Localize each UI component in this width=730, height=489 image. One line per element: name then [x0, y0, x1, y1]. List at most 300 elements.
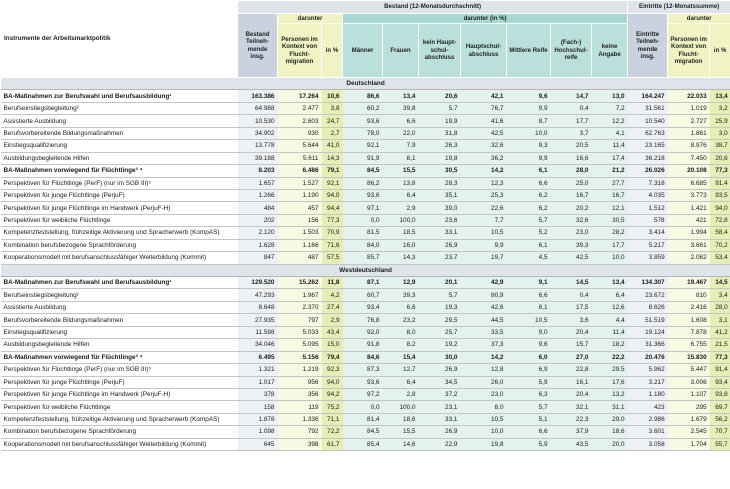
table-row — [1, 289, 730, 301]
table-cell: 13,4 — [710, 90, 730, 102]
table-cell: 81,4 — [343, 413, 383, 425]
table-cell: 2,7 — [322, 127, 343, 139]
table-cell: 11,4 — [592, 326, 628, 338]
table-cell: 8.626 — [628, 301, 668, 313]
table-cell: 79,1 — [322, 165, 343, 177]
header-in-pct-eintritte: in % — [710, 24, 730, 78]
table-cell: 2.727 — [668, 115, 710, 127]
table-cell: 3,4 — [710, 289, 730, 301]
table-cell: 28,2 — [592, 227, 628, 239]
table-cell: 23.672 — [628, 289, 668, 301]
table-cell: 645 — [238, 438, 278, 450]
table-cell: 6,6 — [507, 289, 551, 301]
row-label: Kompetenzfeststellung, frühzeitige Aktivierung und Spracherwerb (KompAS) — [1, 413, 238, 425]
row-label: Einstiegsqualifizierung — [1, 140, 238, 152]
table-cell: 6.685 — [668, 177, 710, 189]
table-row — [1, 90, 730, 102]
table-cell: 421 — [668, 214, 710, 226]
table-row — [1, 202, 730, 214]
table-cell: 27.935 — [238, 314, 278, 326]
table-cell: 34.902 — [238, 127, 278, 139]
table-cell: 97,1 — [343, 202, 383, 214]
table-row — [1, 339, 730, 351]
table-cell: 100,0 — [383, 214, 419, 226]
table-cell: 3.006 — [668, 376, 710, 388]
row-label: Berufsvorbereitende Bildungsmaßnahmen — [1, 314, 238, 326]
table-cell: 6,1 — [507, 239, 551, 251]
table-cell: 11.598 — [238, 326, 278, 338]
table-cell: 6,2 — [507, 189, 551, 201]
table-cell: 22,2 — [592, 351, 628, 363]
table-cell: 44,5 — [461, 314, 507, 326]
table-cell: 39.188 — [238, 152, 278, 164]
table-cell: 5.962 — [628, 364, 668, 376]
table-cell: 91,4 — [710, 177, 730, 189]
table-cell: 10.530 — [238, 115, 278, 127]
table-cell: 6,3 — [507, 388, 551, 400]
table-cell: 91,4 — [710, 364, 730, 376]
table-cell: 7.450 — [668, 152, 710, 164]
table-row — [1, 252, 730, 264]
table-row — [1, 115, 730, 127]
table-cell: 25,3 — [461, 189, 507, 201]
row-label: Berufsvorbereitende Bildungsmaßnahmen — [1, 127, 238, 139]
table-cell: 42,9 — [461, 277, 507, 289]
table-cell: 27,0 — [551, 351, 592, 363]
table-cell: 29,5 — [419, 314, 461, 326]
table-cell: 84,6 — [343, 351, 383, 363]
table-cell: 1.180 — [628, 388, 668, 400]
table-cell: 8,0 — [461, 401, 507, 413]
table-cell: 19,7 — [461, 252, 507, 264]
table-cell: 38,7 — [710, 140, 730, 152]
table-cell: 6,6 — [383, 115, 419, 127]
table-cell: 1.657 — [238, 177, 278, 189]
table-cell: 5.217 — [628, 239, 668, 251]
table-cell: 12,2 — [592, 115, 628, 127]
table-cell: 3,2 — [710, 102, 730, 114]
table-cell: 92,3 — [322, 364, 343, 376]
table-cell: 14,2 — [461, 165, 507, 177]
table-cell: 70,7 — [710, 426, 730, 438]
table-cell: 2,8 — [383, 388, 419, 400]
table-cell: 5,7 — [507, 401, 551, 413]
table-cell: 3.773 — [668, 189, 710, 201]
table-cell: 10.540 — [628, 115, 668, 127]
table-cell: 42,5 — [461, 127, 507, 139]
row-label: BA-Maßnahmen vorwiegend für Flüchtlinge³ ⁴ — [1, 165, 238, 177]
header-darunter-bestand: darunter — [278, 14, 343, 24]
table-cell: 25,9 — [710, 115, 730, 127]
table-row — [1, 165, 730, 177]
table-cell: 5,2 — [507, 227, 551, 239]
table-cell: 1.219 — [278, 364, 322, 376]
table-cell: 69,7 — [710, 401, 730, 413]
table-cell: 5.447 — [668, 364, 710, 376]
header-personen-flucht: Personen im Kontext von Fluchtmigration — [278, 24, 322, 78]
table-cell: 14,6 — [383, 438, 419, 450]
table-cell: 7.318 — [628, 177, 668, 189]
table-cell: 22,8 — [551, 364, 592, 376]
table-cell: 42,1 — [461, 90, 507, 102]
table-cell: 12,9 — [383, 277, 419, 289]
table-cell: 5.033 — [278, 326, 322, 338]
row-label: Perspektiven für Flüchtlinge (PerF) (nur im SGB III)⁵ — [1, 177, 238, 189]
table-cell: 6,4 — [383, 376, 419, 388]
table-cell: 79,4 — [322, 351, 343, 363]
table-row — [1, 152, 730, 164]
table-cell: 3.661 — [668, 239, 710, 251]
table-cell: 11,8 — [322, 277, 343, 289]
table-cell: 2.986 — [628, 413, 668, 425]
table-cell: 97,2 — [343, 388, 383, 400]
table-cell: 72,8 — [710, 214, 730, 226]
table-cell: 847 — [238, 252, 278, 264]
header-in-pct: in % — [322, 24, 343, 78]
table-cell: 34.046 — [238, 339, 278, 351]
table-cell: 36.218 — [628, 152, 668, 164]
table-cell: 93,4 — [343, 301, 383, 313]
table-cell: 37,9 — [551, 426, 592, 438]
table-cell: 20,4 — [551, 388, 592, 400]
table-cell: 39,3 — [383, 289, 419, 301]
table-cell: 578 — [628, 214, 668, 226]
table-cell: 6,4 — [592, 289, 628, 301]
table-cell: 31.366 — [628, 339, 668, 351]
table-cell: 3.217 — [628, 376, 668, 388]
row-label: Einstiegsqualifizierung — [1, 326, 238, 338]
table-cell: 87,3 — [343, 364, 383, 376]
table-cell: 5.156 — [278, 351, 322, 363]
table-cell: 164.247 — [628, 90, 668, 102]
table-cell: 91,8 — [343, 339, 383, 351]
table-cell: 8,1 — [507, 301, 551, 313]
row-label: Perspektiven für junge Flüchtlinge (PerjuF) — [1, 189, 238, 201]
table-cell: 35,1 — [419, 189, 461, 201]
table-cell: 6,6 — [507, 177, 551, 189]
table-cell: 22.033 — [668, 90, 710, 102]
table-cell: 3.859 — [628, 252, 668, 264]
table-row — [1, 239, 730, 251]
section-header — [1, 264, 730, 276]
table-cell: 797 — [278, 314, 322, 326]
table-cell: 2.062 — [668, 252, 710, 264]
table-cell: 6,6 — [383, 301, 419, 313]
table-cell: 94,4 — [322, 202, 343, 214]
table-cell: 0,4 — [551, 289, 592, 301]
header-keine-angabe: keine Angabe — [592, 24, 628, 78]
table-cell: 7,2 — [592, 102, 628, 114]
table-cell: 6,1 — [507, 165, 551, 177]
table-cell: 15,5 — [383, 165, 419, 177]
table-cell: 15.262 — [278, 277, 322, 289]
table-cell: 58,4 — [710, 227, 730, 239]
table-cell: 6.755 — [668, 339, 710, 351]
table-cell: 20.108 — [668, 165, 710, 177]
table-body — [1, 78, 730, 451]
header-personen-flucht-eintritte: Personen im Kontext von Fluchtmigration — [668, 24, 710, 78]
table-cell: 457 — [278, 202, 322, 214]
table-cell: 1.608 — [668, 314, 710, 326]
table-cell: 53,4 — [710, 252, 730, 264]
table-cell: 93,6 — [343, 115, 383, 127]
table-cell: 31,1 — [592, 401, 628, 413]
table-cell: 17.264 — [278, 90, 322, 102]
table-cell: 22,6 — [461, 202, 507, 214]
table-cell: 6,0 — [507, 351, 551, 363]
table-cell: 0,4 — [551, 102, 592, 114]
row-label: BA-Maßnahmen zur Berufswahl und Berufsausbildung¹ — [1, 277, 238, 289]
table-cell: 20,0 — [592, 438, 628, 450]
table-cell: 62.763 — [628, 127, 668, 139]
section-title: Deutschland — [1, 78, 730, 90]
header-frauen: Frauen — [383, 24, 419, 78]
table-cell: 25,0 — [551, 177, 592, 189]
row-label: BA-Maßnahmen vorwiegend für Flüchtlinge³ ⁴ — [1, 351, 238, 363]
header-hauptschul: Hauptschulabschluss — [461, 24, 507, 78]
table-cell: 3.058 — [628, 438, 668, 450]
table-row — [1, 277, 730, 289]
table-cell: 119 — [278, 401, 322, 413]
row-label: Perspektiven für weibliche Flüchtlinge — [1, 214, 238, 226]
table-cell: 356 — [278, 388, 322, 400]
table-cell: 6,6 — [507, 426, 551, 438]
table-cell: 78,0 — [343, 127, 383, 139]
table-cell: 15,5 — [383, 426, 419, 438]
table-cell: 23,7 — [419, 252, 461, 264]
row-label: Kombination berufsbezogene Sprachförderung — [1, 239, 238, 251]
row-label: Kooperationsmodell mit berufsanschlussfähiger Weiterbildung (Kommit) — [1, 252, 238, 264]
table-cell: 23.165 — [628, 140, 668, 152]
table-row — [1, 376, 730, 388]
table-cell: 33,1 — [419, 227, 461, 239]
table-cell: 71,1 — [322, 413, 343, 425]
table-cell: 26,3 — [419, 140, 461, 152]
table-cell: 22,0 — [383, 127, 419, 139]
table-cell: 23,1 — [419, 401, 461, 413]
table-cell: 0,0 — [343, 401, 383, 413]
table-cell: 17,6 — [592, 376, 628, 388]
table-cell: 487 — [278, 252, 322, 264]
table-cell: 19,2 — [419, 339, 461, 351]
table-cell: 9,9 — [461, 239, 507, 251]
table-cell: 19,3 — [419, 301, 461, 313]
row-label: Assistierte Ausbildung — [1, 115, 238, 127]
row-label: Ausbildungsbegleitende Hilfen — [1, 339, 238, 351]
table-cell: 2,9 — [322, 314, 343, 326]
table-cell: 55,7 — [710, 438, 730, 450]
table-cell: 5.611 — [278, 152, 322, 164]
table-row — [1, 227, 730, 239]
row-label: Berufseinstiegsbegleitung² — [1, 102, 238, 114]
header-darunter-eintritte: darunter — [668, 14, 730, 24]
table-cell: 1.861 — [668, 127, 710, 139]
table-cell: 1.107 — [668, 388, 710, 400]
table-cell: 5.095 — [278, 339, 322, 351]
table-cell: 3,6 — [551, 314, 592, 326]
table-cell: 12,1 — [592, 202, 628, 214]
table-cell: 202 — [238, 214, 278, 226]
table-cell: 19,8 — [419, 152, 461, 164]
table-cell: 92,1 — [322, 177, 343, 189]
table-cell: 100,0 — [383, 401, 419, 413]
table-cell: 1.527 — [278, 177, 322, 189]
table-row — [1, 102, 730, 114]
table-cell: 86,6 — [343, 90, 383, 102]
table-cell: 12,8 — [461, 364, 507, 376]
table-row — [1, 301, 730, 313]
row-label: Kompetenzfeststellung, frühzeitige Aktivierung und Spracherwerb (KompAS) — [1, 227, 238, 239]
table-cell: 930 — [278, 127, 322, 139]
table-cell: 32,1 — [551, 401, 592, 413]
row-label: Perspektiven für weibliche Flüchtlinge — [1, 401, 238, 413]
table-cell: 156 — [278, 214, 322, 226]
table-cell: 398 — [278, 438, 322, 450]
header-maenner: Männer — [343, 24, 383, 78]
row-label: Berufseinstiegsbegleitung² — [1, 289, 238, 301]
table-cell: 70,9 — [322, 227, 343, 239]
section-title: Westdeutschland — [1, 264, 730, 276]
table-cell: 20,6 — [710, 152, 730, 164]
table-cell: 94,2 — [322, 388, 343, 400]
table-cell: 1.098 — [238, 426, 278, 438]
table-cell: 8.648 — [238, 301, 278, 313]
table-cell: 9,9 — [507, 152, 551, 164]
table-cell: 10,5 — [461, 227, 507, 239]
table-cell: 42,6 — [461, 301, 507, 313]
table-row — [1, 314, 730, 326]
table-cell: 81,5 — [343, 227, 383, 239]
table-cell: 3.601 — [628, 426, 668, 438]
table-cell: 31,8 — [419, 127, 461, 139]
table-row — [1, 401, 730, 413]
table-cell: 85,4 — [343, 438, 383, 450]
table-cell: 11,4 — [592, 140, 628, 152]
table-cell: 158 — [238, 401, 278, 413]
table-cell: 4,4 — [592, 314, 628, 326]
table-cell: 10,0 — [461, 426, 507, 438]
table-cell: 1.679 — [668, 413, 710, 425]
table-cell: 8,0 — [383, 326, 419, 338]
table-cell: 14,3 — [383, 252, 419, 264]
table-cell: 7.878 — [668, 326, 710, 338]
table-cell: 43,4 — [322, 326, 343, 338]
table-cell: 13,2 — [592, 388, 628, 400]
table-cell: 1.704 — [668, 438, 710, 450]
table-cell: 14,5 — [710, 277, 730, 289]
table-cell: 27,7 — [592, 177, 628, 189]
table-cell: 23,6 — [419, 214, 461, 226]
table-cell: 1.994 — [668, 227, 710, 239]
table-cell: 20.476 — [628, 351, 668, 363]
row-label: Assistierte Ausbildung — [1, 301, 238, 313]
table-cell: 134.307 — [628, 277, 668, 289]
table-cell: 18,2 — [592, 339, 628, 351]
table-cell: 72,2 — [322, 426, 343, 438]
table-cell: 12,3 — [461, 177, 507, 189]
section-header — [1, 78, 730, 90]
table-cell: 41,2 — [710, 326, 730, 338]
table-cell: 2.477 — [278, 102, 322, 114]
table-cell: 26,0 — [461, 376, 507, 388]
table-cell: 5,9 — [507, 438, 551, 450]
table-cell: 60,2 — [343, 102, 383, 114]
table-cell: 26,9 — [419, 426, 461, 438]
table-cell: 7,9 — [383, 140, 419, 152]
table-cell: 21,2 — [592, 165, 628, 177]
table-cell: 8.203 — [238, 165, 278, 177]
table-cell: 14,7 — [551, 90, 592, 102]
table-cell: 2,9 — [383, 202, 419, 214]
table-row — [1, 127, 730, 139]
table-cell: 4,1 — [592, 127, 628, 139]
table-cell: 94,0 — [322, 189, 343, 201]
table-cell: 33,5 — [461, 326, 507, 338]
table-cell: 4,5 — [507, 252, 551, 264]
table-cell: 3,0 — [710, 127, 730, 139]
table-cell: 6.486 — [278, 165, 322, 177]
table-cell: 76,8 — [343, 314, 383, 326]
table-cell: 30,5 — [592, 214, 628, 226]
table-cell: 17,4 — [592, 152, 628, 164]
row-label: BA-Maßnahmen zur Berufswahl und Berufsausbildung¹ — [1, 90, 238, 102]
table-cell: 1.878 — [238, 413, 278, 425]
table-cell: 163.386 — [238, 90, 278, 102]
table-cell: 378 — [238, 388, 278, 400]
table-cell: 20,1 — [419, 277, 461, 289]
table-cell: 484 — [238, 202, 278, 214]
table-cell: 71,6 — [322, 239, 343, 251]
table-cell: 91,9 — [343, 152, 383, 164]
table-cell: 12,7 — [383, 364, 419, 376]
table-cell: 19,8 — [461, 438, 507, 450]
table-cell: 41,0 — [322, 140, 343, 152]
table-cell: 36,2 — [461, 152, 507, 164]
table-cell: 37,3 — [461, 339, 507, 351]
table-cell: 23,0 — [461, 388, 507, 400]
table-cell: 295 — [668, 401, 710, 413]
table-row — [1, 388, 730, 400]
header-hochschulreife: (Fach-) Hochschulreife — [551, 24, 592, 78]
table-row — [1, 438, 730, 450]
table-cell: 5,7 — [507, 214, 551, 226]
table-cell: 43,5 — [551, 438, 592, 450]
header-eintritte-total: Eintritte Teilnehmende insg. — [628, 14, 668, 78]
table-cell: 37,2 — [419, 388, 461, 400]
table-cell: 84,5 — [343, 426, 383, 438]
table-cell: 10,5 — [507, 314, 551, 326]
table-cell: 13,4 — [592, 277, 628, 289]
table-cell: 33,1 — [419, 413, 461, 425]
table-cell: 30,5 — [419, 165, 461, 177]
table-cell: 8,2 — [383, 339, 419, 351]
table-cell: 32,6 — [551, 214, 592, 226]
table-cell: 2.603 — [278, 115, 322, 127]
table-cell: 3,8 — [322, 102, 343, 114]
table-cell: 13.778 — [238, 140, 278, 152]
table-cell: 14,3 — [322, 152, 343, 164]
table-cell: 61,7 — [322, 438, 343, 450]
header-label: Instrumente der Arbeitsmarktpolitik — [1, 1, 238, 78]
table-cell: 17,7 — [592, 239, 628, 251]
table-cell: 77,3 — [710, 165, 730, 177]
table-cell: 0,0 — [343, 214, 383, 226]
row-label: Perspektiven für junge Flüchtlinge im Handwerk (PerjuF-H) — [1, 388, 238, 400]
table-cell: 19,9 — [419, 115, 461, 127]
table-cell: 9,6 — [507, 339, 551, 351]
table-cell: 56,2 — [710, 413, 730, 425]
table-cell: 1.421 — [668, 202, 710, 214]
